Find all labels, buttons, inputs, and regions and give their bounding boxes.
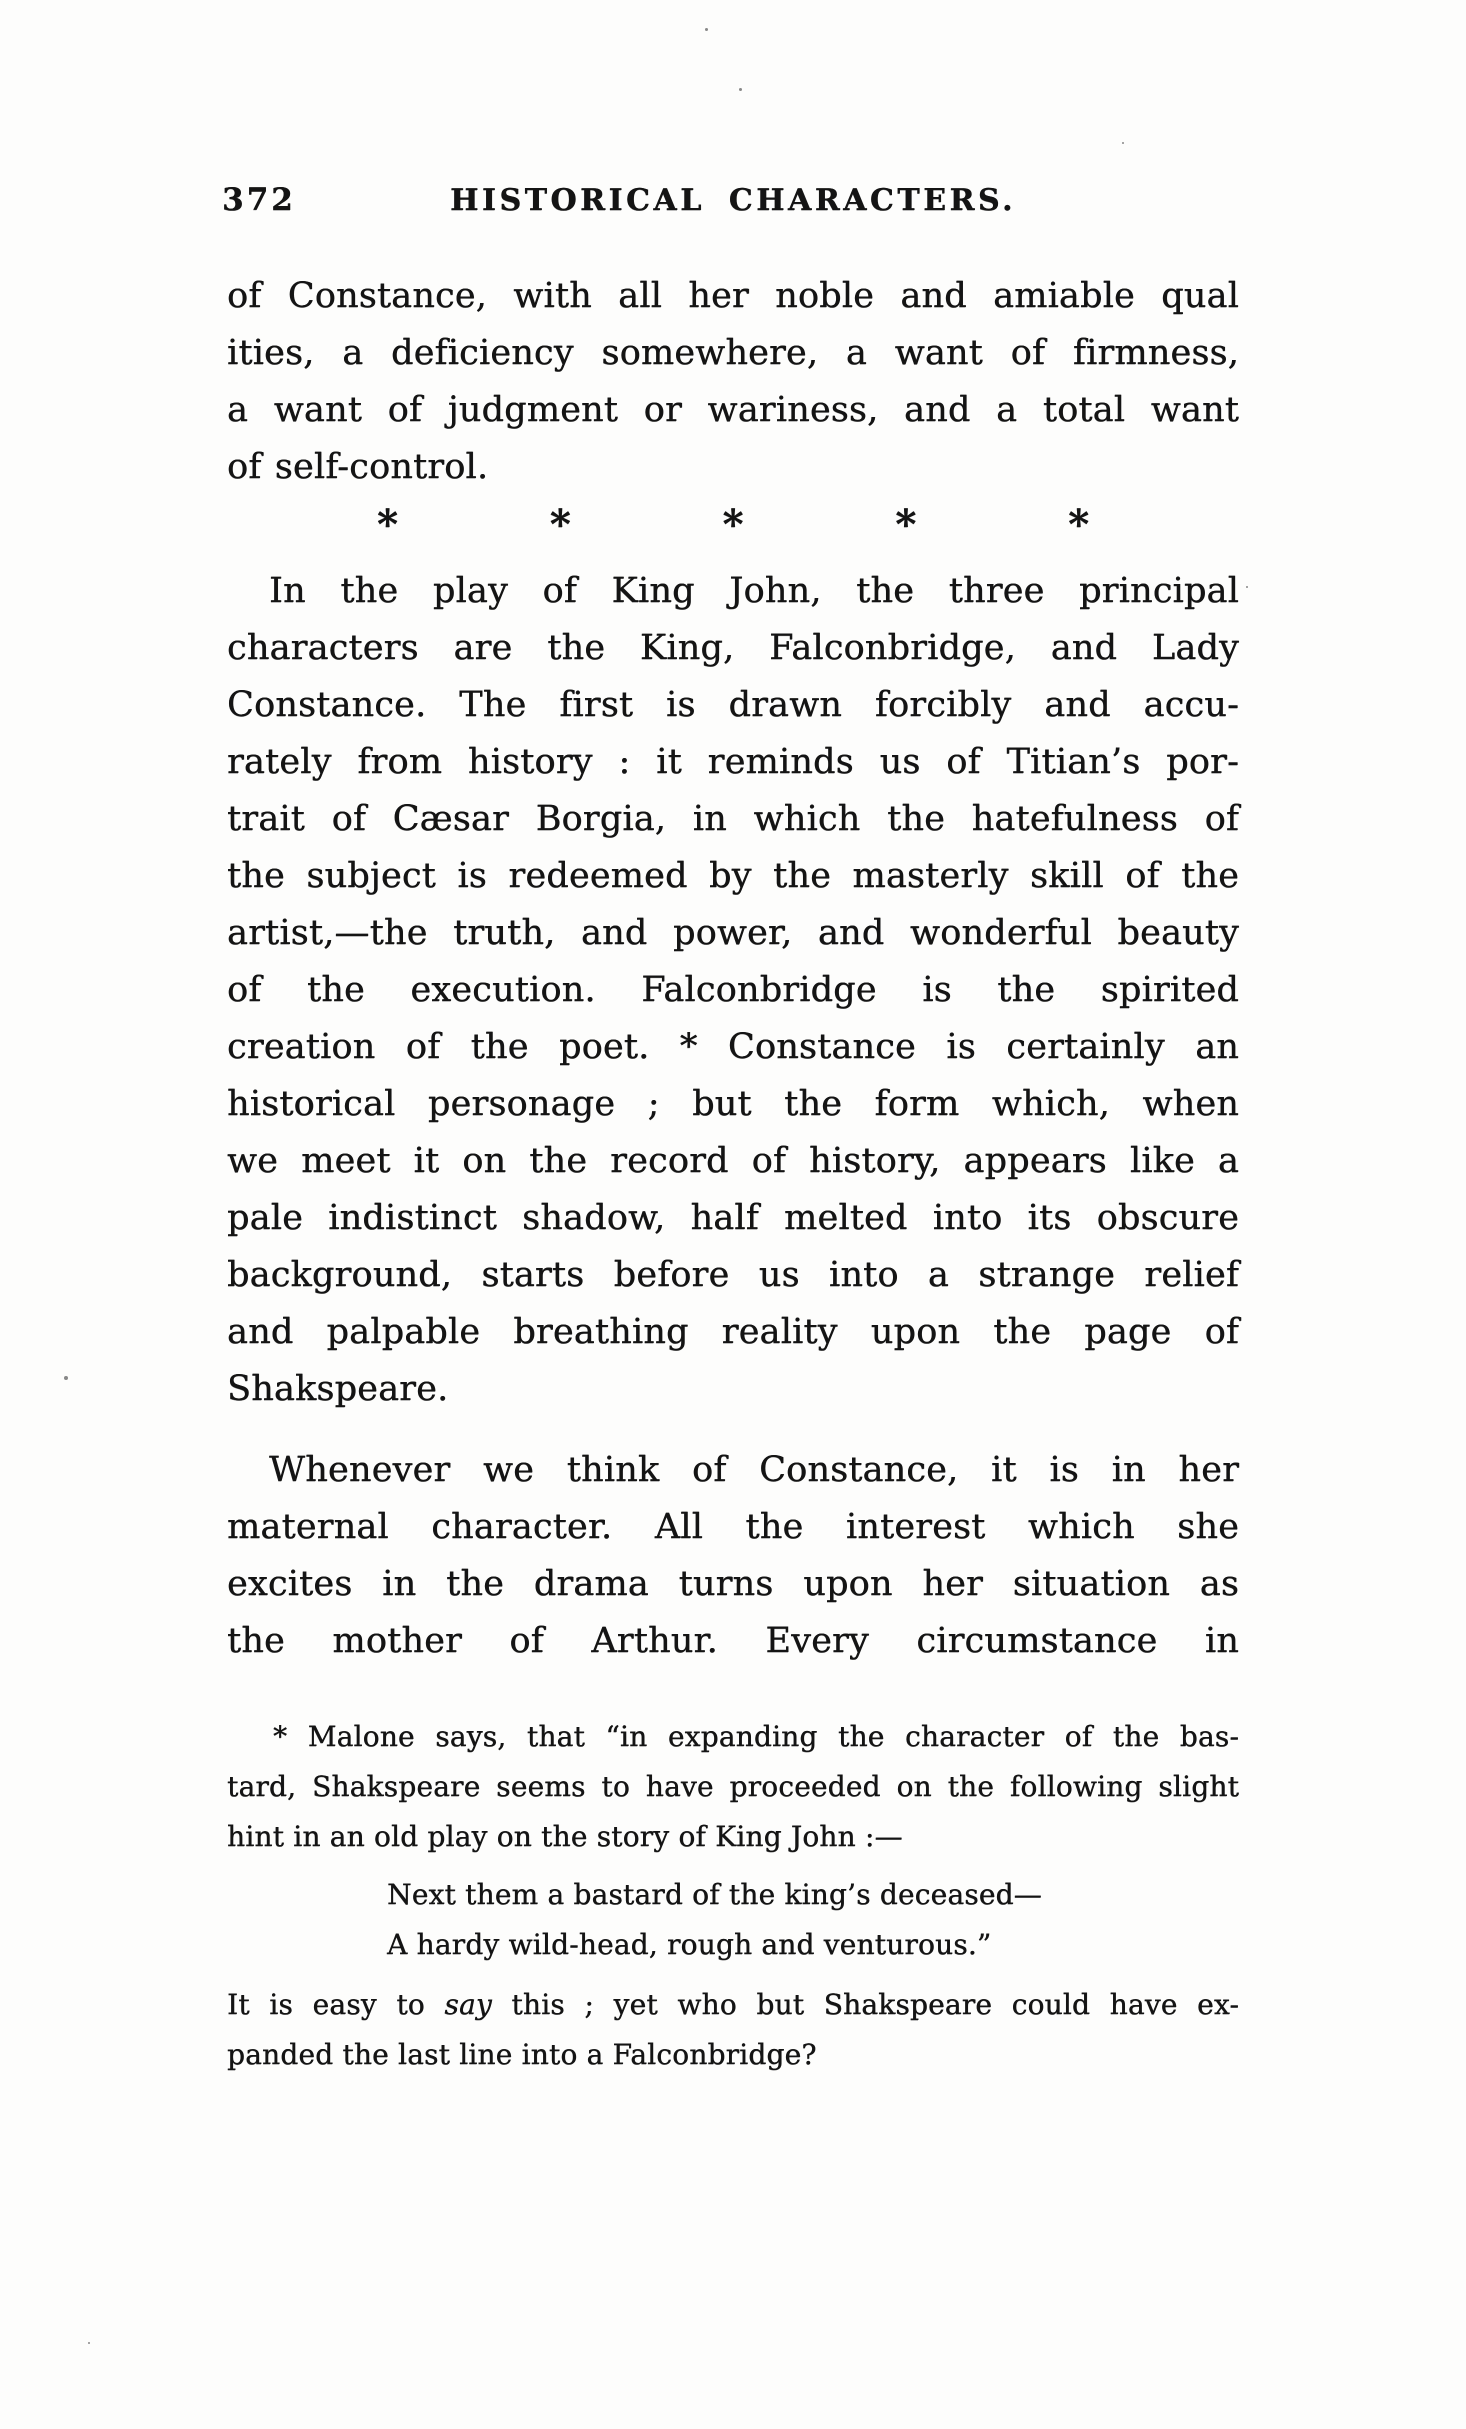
scan-speck (705, 28, 708, 31)
text-line: characters are the King, Falconbridge, and Lady (227, 628, 1239, 668)
text-line: the mother of Arthur. Every circumstance in (227, 1621, 1239, 1661)
italic-word: say (444, 1988, 492, 2021)
asterisk: * (895, 501, 917, 548)
text-line: trait of Cæsar Borgia, in which the hatefulness of (227, 799, 1239, 839)
text-line: of Constance, with all her noble and amiable qual (227, 276, 1239, 316)
footnote-line: hint in an old play on the story of King John :— (227, 1820, 903, 1853)
scan-speck (1246, 586, 1248, 588)
asterisk-separator (377, 496, 1089, 553)
text-line: creation of the poet. * Constance is certainly an (227, 1027, 1239, 1067)
paragraph-king-john (227, 563, 1239, 1418)
text-line: excites in the drama turns upon her situation as (227, 1564, 1239, 1604)
asterisk: * (549, 501, 571, 548)
text-line: Shakspeare. (227, 1369, 449, 1409)
text-line: of self-control. (227, 447, 489, 487)
page-body (227, 268, 1239, 2080)
text-line: pale indistinct shadow, half melted into its obscure (227, 1198, 1239, 1238)
text-line: Whenever we think of Constance, it is in her (269, 1450, 1239, 1490)
footnote-verse (387, 1870, 1239, 1970)
paragraph-constance-maternal (227, 1442, 1239, 1670)
footnote-closing (227, 1980, 1239, 2080)
running-title: HISTORICAL CHARACTERS. (450, 183, 1016, 218)
asterisk: * (377, 501, 398, 548)
text-line: In the play of King John, the three principal (269, 571, 1239, 611)
scan-speck (88, 2342, 90, 2344)
asterisk: * (1068, 501, 1089, 548)
footnote-line: panded the last line into a Falconbridge? (227, 2038, 817, 2071)
text-line: background, starts before us into a strange relief (227, 1255, 1239, 1295)
text-line: historical personage ; but the form which, when (227, 1084, 1239, 1124)
text-line: a want of judgment or wariness, and a total want (227, 390, 1239, 430)
page-number: 372 (222, 182, 296, 218)
text-line: of the execution. Falconbridge is the spirited (227, 970, 1239, 1010)
footnote-line: It is easy to say this ; yet who but Shakspeare could have ex- (227, 1988, 1239, 2021)
text-line: artist,—the truth, and power, and wonderful beauty (227, 913, 1239, 953)
verse-line: A hardy wild-head, rough and venturous.” (387, 1928, 992, 1961)
text-line: maternal character. All the interest which she (227, 1507, 1239, 1547)
scan-speck (64, 1376, 68, 1380)
text-line: the subject is redeemed by the masterly skill of the (227, 856, 1239, 896)
text-line: we meet it on the record of history, appears like a (227, 1141, 1239, 1181)
scan-speck (739, 88, 742, 91)
text-line: and palpable breathing reality upon the page of (227, 1312, 1239, 1352)
paragraph-continuation (227, 268, 1239, 496)
text-line: ities, a deficiency somewhere, a want of firmness, (227, 333, 1239, 373)
text-line: rately from history : it reminds us of Titian’s por- (227, 742, 1239, 782)
text-line: Constance. The first is drawn forcibly and accu- (227, 685, 1239, 725)
asterisk: * (722, 501, 744, 548)
footnote-line: tard, Shakspeare seems to have proceeded on the following slight (227, 1770, 1239, 1803)
scan-speck (1122, 142, 1124, 144)
footnote-line: * Malone says, that “in expanding the character of the bas- (273, 1720, 1239, 1753)
verse-line: Next them a bastard of the king’s deceased— (387, 1878, 1042, 1911)
footnote (227, 1712, 1239, 2080)
